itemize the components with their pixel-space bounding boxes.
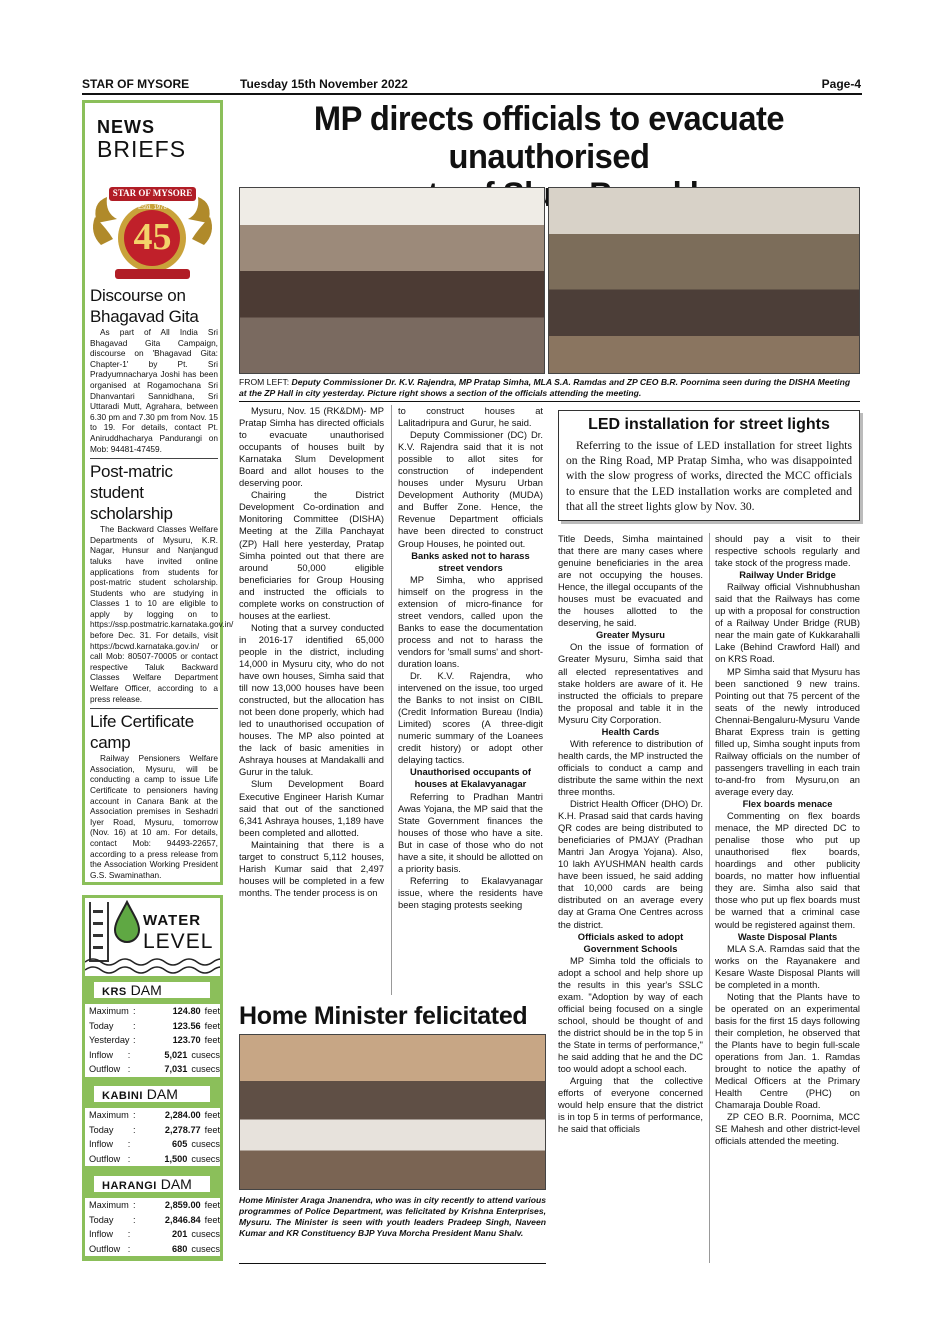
brief-body: The Backward Classes Welfare Departments of Mysuru, K.R. Nagar, Hunsur and Nanjangud taluks have invited online applications from students for post-matric student scholarship. Students who are studying in Classes 1 to 10 are eligible to apply by logging on to https://ssp.postmatric.karnataka.gov.in/ before Dec. 31. For details, visit https://bcwd.karnataka.gov.in/ or call Mob: 80507-70005 or contact respective Taluk Backward Classes Welfare Department Welfare Officer, according to a press release. (90, 524, 234, 704)
water-title-top: WATER (143, 912, 202, 929)
krs-dam-table (85, 1004, 220, 1077)
paragraph: With reference to distribution of health cards, the MP instructed the officials to conduct a camp and distribute the same within the next three months. (558, 738, 703, 797)
wave-icon (85, 956, 220, 978)
water-level-panel (82, 895, 223, 1261)
harangi-dam-title: HARANGI DAM (92, 1174, 212, 1194)
paragraph: On the issue of formation of Greater Mysuru, Simha said that all elected representatives and stake holders are aware of it. He instructed the officials to prepare the proposal and table it in the Mysuru City Corporation. (558, 642, 703, 725)
article-column-3 (558, 533, 703, 1263)
paragraph: Referring to Ekalavyanagar issue, where the residents have been staging protests seeking (398, 875, 543, 910)
subheading: Officials asked to adopt Government Schools (577, 931, 684, 954)
subheading: Unauthorised occupants of houses at Ekalavyanagar (410, 767, 531, 790)
paragraph: to construct houses at Lalitadripura and Gurur, he said. (398, 406, 543, 429)
article-column-4 (715, 533, 860, 1263)
issue-date: Tuesday 15th November 2022 (240, 77, 408, 91)
dam-row: Inflow : 201 cusecs (89, 1229, 220, 1240)
paragraph: MLA S.A. Ramdas said that the works on the Rayanakere and Kesare Waste Disposal Plants will be completed in a month. (715, 943, 860, 990)
page-number: Page-4 (821, 77, 861, 91)
photo-caption: FROM LEFT: Deputy Commissioner Dr. K.V. Rajendra, MP Pratap Simha, MLA S.A. Ramdas and ZP CEO B.R. Poornima seen during the DISHA Meeting at the ZP Hall in city yesterday. Picture right shows a section of the officials attending the meeting. (239, 377, 851, 398)
paper-name: STAR OF MYSORE (82, 77, 190, 91)
brief-body: Railway Pensioners Welfare Association, Mysuru, will be conducting a camp to issue Life Certificate to pensioners having account in Canara Bank at the Association premises in Seshadri Iyer Road, Mysuru, tomorrow (Nov. 16) at 10 am. For details, contact Mob: 94493-22657, according to a press release from the Association Working President G.S. Swaminathan. (90, 753, 218, 880)
brief-item (90, 458, 234, 704)
subheading: Banks asked not to harass street vendors (411, 550, 530, 573)
water-title-bottom: LEVEL (143, 930, 214, 953)
paragraph: Commenting on flex boards menace, the MP directed DC to penalise those who put up unauthorised flex boards, hoardings and other publicity boards, no matter how influential they are. Simha also said that those who put up flex boards must be warned that a criminal case would be registered against them. (715, 811, 860, 930)
subheading: Railway Under Bridge (739, 570, 836, 581)
paragraph: Noting that the Plants have to be operated on an experimental basis for the first 15 days following their completion, he observed that the Plants have to begin full-scale operations from Jan. 1. Ramdas brought to notice the apathy of Medical Officers at the Primary Health Centre (PHC) on Chamaraja Double Road. (715, 991, 860, 1111)
briefs-title-bottom: BRIEFS (97, 136, 187, 162)
brief-heading: Life Certificate camp (90, 712, 194, 753)
harangi-dam-table (85, 1198, 220, 1256)
felicitation-photo (239, 1034, 546, 1190)
krs-dam-title: KRS DAM (92, 980, 212, 1000)
briefs-list (90, 285, 234, 880)
paragraph: Dr. K.V. Rajendra, who intervened on the issue, too urged the Banks to not insist on CIBIL (Credit Information Bureau (India) Limited) scores (A three-digit numeric summary of the Loanees credit history) or adopt other delaying tactics. (398, 671, 543, 766)
led-title: LED installation for street lights (588, 416, 830, 433)
article-column-1 (239, 405, 384, 995)
felicitation-caption: Home Minister Araga Jnanendra, who was in city recently to attend various programmes of Police Department, was felicitated by Krishna Enterprises, Mysuru. The Minister is seen with youth leaders Pradeep Singh, Naveen Kumar and KR Constituency BJP Yuva Morcha President Manu Shalv. (239, 1195, 546, 1238)
subheading: Waste Disposal Plants (737, 931, 838, 942)
briefs-title-top: NEWS (97, 117, 155, 137)
brief-body: As part of All India Sri Bhagavad Gita Campaign, discourse on 'Bhagavad Gita: Chapter-1' by Pt. Sri Pradyumnacharya Joshi has been organised at Rogamochana Sri Dhanvantari Sannidhana, Sri Uttaradi Mutt, Agrahara, between 6.30 pm and 7.30 pm from Nov. 15 to 19. For details, contact Pt. Aniruddhacharya Pandurangi on Mob: 94481-47459. (90, 327, 218, 454)
subheading: Greater Mysuru (595, 630, 666, 641)
brief-item (90, 285, 218, 454)
dam-row: Maximum : 124.80 feet (89, 1006, 220, 1016)
paragraph: Mysuru, Nov. 15 (RK&DM)- MP Pratap Simha has directed officials to evacuate unauthorised occupants of houses built by Karnataka Slum Development Board and allot houses to the deserving poor. (239, 406, 384, 489)
paragraph: MP Simha, who apprised himself on the progress in the extension of micro-finance for street vendors, called upon the Banks to ease the documentation process and not to harass the vendors for 'small sums' and short-duration loans. (398, 574, 543, 669)
paragraph: Chairing the District Development Co-ordination and Monitoring Committee (DISHA) Meeting at the Zilla Panchayat (ZP) Hall here yesterday, Pratap Simha pointed out that there are around 50,000 eligible beneficiaries for Group Housing and instructed the officials to complete works on construction of houses at the earliest. (239, 490, 384, 621)
dam-row: Today : 123.56 feet (89, 1020, 220, 1031)
article-column-2 (398, 405, 543, 995)
headline-line-1: MP directs officials to evacuate unauthorised (313, 100, 785, 176)
kabini-dam-title: KABINI DAM (92, 1084, 212, 1104)
brief-item (90, 708, 218, 880)
paragraph: MP Simha told the officials to adopt a school and help shore up the results in this year's SSLC exam. "Adoption by way of each official being focused on a single school, should be thought of and the district should be in the top 5 in the State in terms of performance," he said adding that he and the DC too would adopt a school each. (558, 955, 703, 1075)
paragraph: should pay a visit to their respective schools regularly and take stock of the progress made. (715, 534, 860, 569)
dam-row: Maximum : 2,859.00 feet (89, 1200, 220, 1210)
brief-heading: Post-matric student scholarship (90, 462, 173, 524)
dam-row: Outflow : 7,031 cusecs (89, 1064, 220, 1075)
meeting-photo-officials (239, 187, 545, 374)
second-headline: Home Minister felicitated (239, 1002, 528, 1030)
paragraph: MP Simha said that Mysuru has been sanctioned 9 new trains. Pointing out that 75 percent of the seats of the newly introduced Chennai-Bengaluru-Mysuru Vande Bharat Express train is getting filled up, Simha sought inputs from Railway officials on the number of passengers travelling in each train to-and-fro from Mysuru,on an average every day. (715, 666, 860, 797)
dam-row: Yesterday : 123.70 feet (89, 1035, 220, 1046)
paragraph: Noting that a survey conducted in 2016-17 identified 65,000 people in the district, including 14,000 in Mysuru city, who do not have own houses, Simha said that till now 13,000 houses have been constructed, but the allocation has not been done properly, which had led to unauthorised occupation of houses. The MP also pointed at the lack of basic amenities in Ashraya houses at Mandakalli and Gurur in the taluk. (239, 622, 384, 778)
subheading: Health Cards (601, 726, 660, 737)
paragraph: Title Deeds, Simha maintained that there are many cases where genuine beneficiaries in the area are not occupying the houses. Hence, the illegal occupants of the houses must be evacuated and the houses allotted to the deserving, he said. (558, 534, 703, 629)
paragraph: Deputy Commissioner (DC) Dr. K.V. Rajendra said that it is not possible to allot sites for construction of independent houses under Mysuru Urban Development Authority (MUDA) and Buffer Zone. Hence, the Revenue Department officials have been directed to construct Group Houses, he pointed out. (398, 430, 543, 549)
brief-heading: Discourse on Bhagavad Gita (90, 286, 199, 326)
dam-row: Inflow : 605 cusecs (89, 1139, 220, 1150)
dam-row: Maximum : 2,284.00 feet (89, 1110, 220, 1120)
water-drop-icon (111, 900, 143, 944)
dam-row: Today : 2,846.84 feet (89, 1214, 220, 1225)
dam-row: Today : 2,278.77 feet (89, 1124, 220, 1135)
led-box (558, 410, 860, 521)
led-body: Referring to the issue of LED installation for street lights on the Ring Road, MP Pratap Simha, who was disappointed with the slow progress of works, directed the MCC officials to ensure that the LED installation works are completed and that all the street lights glow by Nov. 30. (566, 439, 852, 513)
logo-estd: Estd. 1978 (138, 205, 167, 211)
paragraph: ZP CEO B.R. Poornima, MCC SE Mahesh and other district-level officials attended the meeting. (715, 1112, 860, 1147)
kabini-dam-table (85, 1108, 220, 1166)
dam-row: Outflow : 1,500 cusecs (89, 1153, 220, 1164)
paragraph: Slum Development Board Executive Engineer Harish Kumar said that out of the sanctioned 6,341 Ashraya houses, 1,189 have been completed and allotted. (239, 779, 384, 838)
dam-row: Inflow : 5,021 cusecs (89, 1049, 220, 1060)
star-of-mysore-45-logo (87, 183, 218, 283)
dam-row: Outflow : 680 cusecs (89, 1243, 220, 1254)
meeting-photo-hall (548, 187, 860, 374)
paragraph: Arguing that the collective efforts of everyone concerned would help ensure that the district is in top 5 in terms of performance, he said that officials (558, 1076, 703, 1135)
paragraph: District Health Officer (DHO) Dr. K.H. Prasad said that cards having QR codes are being distributed to beneficiaries of PMJAY (Pradhan Mantri Jan Arogya Yojana). Also, 10 lakh AYUSHMAN health cards have been issued, he said adding that 10,000 cards are being distributed on an average every day at Grama One Centres across the district. (558, 799, 703, 930)
header-rule (82, 93, 862, 95)
paragraph: Maintaining that there is a target to construct 5,112 houses, Harish Kumar said that 2,497 houses will be completed in a few months. The tender process is on (239, 839, 384, 898)
logo-name: STAR OF MYSORE (112, 188, 193, 198)
gauge-icon (89, 902, 109, 962)
subheading: Flex boards menace (742, 799, 833, 810)
paragraph: Referring to Pradhan Mantri Awas Yojana, the MP said that the State Government finances the houses of those who have a site. But in case of those who do not have a site, it should be allotted on a priority basis. (398, 791, 543, 874)
news-briefs-panel (82, 100, 234, 885)
logo-number: 45 (133, 216, 172, 258)
paragraph: Railway official Vishnubhushan said that the Railways has come up with a proposal for construction of a Railway Under Bridge (RUB) near the main gate of Kukkarahalli Lake (Behind Crawford Hall) and on KRS Road. (715, 582, 860, 665)
